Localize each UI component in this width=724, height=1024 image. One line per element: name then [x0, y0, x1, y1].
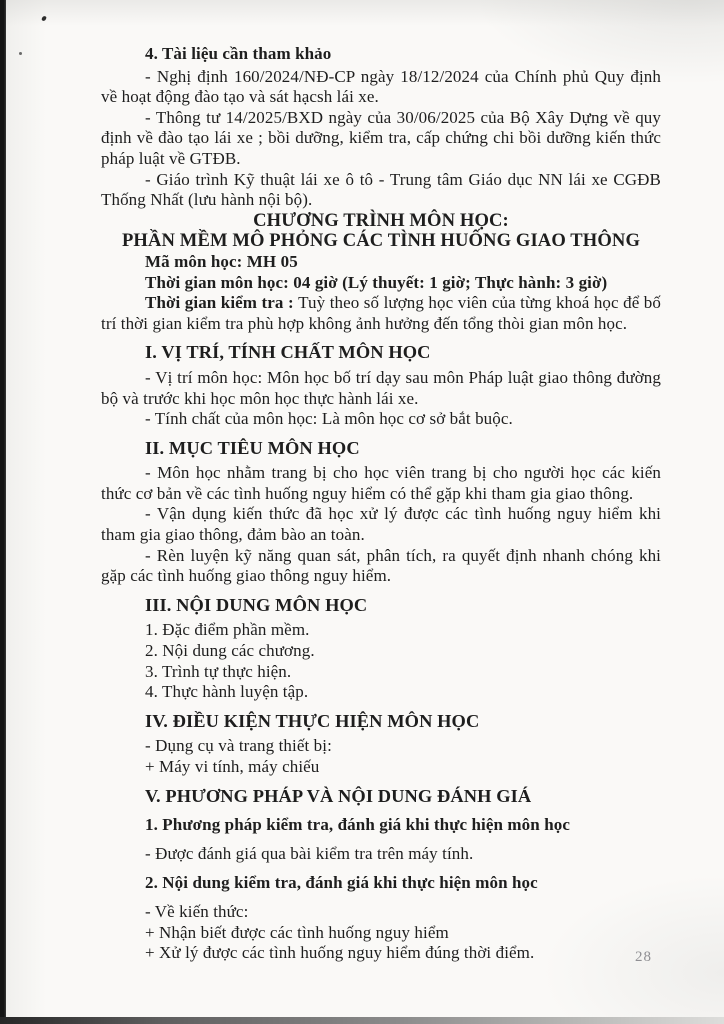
paragraph: [101, 409, 661, 430]
paragraph: [101, 504, 661, 545]
doc-title: [101, 231, 661, 252]
text-run: - Được đánh giá qua bài kiểm tra trên máy tính.: [145, 843, 474, 863]
page-content: [101, 44, 661, 964]
paragraph: [101, 293, 661, 334]
text-run: 1. Đặc điểm phần mềm.: [145, 620, 310, 640]
text-run: 2. Nội dung kiểm tra, đánh giá khi thực hiện môn học: [145, 873, 538, 893]
paragraph: [101, 170, 661, 211]
text-run: 4. Tài liệu cần tham khảo: [145, 44, 332, 63]
text-run: III. NỘI DUNG MÔN HỌC: [145, 594, 368, 615]
text-line: [145, 757, 661, 778]
text-line: [145, 682, 661, 703]
text-run: - Môn học nhằm trang bị cho học viên trang bị cho người học các kiến thức cơ bản về các tình huống nguy hiểm có thể gặp khi tham gia giao thông.: [101, 463, 661, 503]
text-run: CHƯƠNG TRÌNH MÔN HỌC:: [253, 209, 509, 231]
text-run: I. VỊ TRÍ, TÍNH CHẤT MÔN HỌC: [145, 342, 431, 363]
text-run: + Nhận biết được các tình huống nguy hiểm: [145, 922, 449, 942]
text-line: [145, 736, 661, 757]
text-line: [145, 662, 661, 683]
section-heading: [145, 438, 661, 459]
text-run: 2. Nội dung các chương.: [145, 641, 315, 661]
text-run: PHẦN MỀM MÔ PHỎNG CÁC TÌNH HUỐNG GIAO THÔNG: [121, 230, 641, 252]
paragraph: [101, 463, 661, 504]
scan-speck: [19, 52, 22, 55]
sub-heading: [145, 815, 661, 836]
scan-speck: [41, 15, 47, 21]
text-run: - Rèn luyện kỹ năng quan sát, phân tích, ra quyết định nhanh chóng khi gặp các tình huống giao thông nguy hiểm.: [101, 545, 661, 586]
section-heading: [145, 711, 661, 732]
text-run: - Tính chất của môn học: Là môn học cơ sở bắt buộc.: [145, 409, 513, 429]
text-run: + Máy vi tính, máy chiếu: [145, 757, 320, 776]
text-run: 3. Trình tự thực hiện.: [145, 661, 292, 681]
text-line: [145, 943, 661, 964]
text-run: V. PHƯƠNG PHÁP VÀ NỘI DUNG ĐÁNH GIÁ: [145, 785, 532, 806]
scan-edge-left: [0, 0, 6, 1024]
text-line: [145, 620, 661, 641]
text-line: [145, 252, 661, 273]
text-line: [145, 844, 661, 865]
section-heading: [145, 595, 661, 616]
paragraph: [101, 108, 661, 170]
text-run: Thời gian môn học: 04 giờ (Lý thuyết: 1 giờ; Thực hành: 3 giờ): [145, 272, 608, 292]
page-number: 28: [635, 949, 652, 965]
text-run: - Dụng cụ và trang thiết bị:: [145, 736, 332, 756]
text-run: - Giáo trình Kỹ thuật lái xe ô tô - Trung tâm Giáo dục NN lái xe CGĐB Thống Nhất (lưu hành nội bộ).: [101, 169, 661, 210]
paragraph: [101, 368, 661, 409]
section-heading: [145, 342, 661, 363]
text-line: [145, 923, 661, 944]
text-run: II. MỤC TIÊU MÔN HỌC: [145, 437, 360, 458]
text-line: [145, 641, 661, 662]
text-run: - Thông tư 14/2025/BXD ngày của 30/06/2025 của Bộ Xây Dựng về quy định về đào tạo lái xe ; bồi dưỡng, kiểm tra, cấp chứng chi bồi dưỡng kiến thức pháp luật về GTĐB.: [101, 107, 661, 168]
text-run: 4. Thực hành luyện tập.: [145, 682, 309, 702]
text-run: - Về kiến thức:: [145, 901, 249, 921]
section-heading: [145, 786, 661, 807]
text-run: IV. ĐIỀU KIỆN THỰC HIỆN MÔN HỌC: [145, 710, 480, 731]
text-run: Thời gian kiểm tra :: [145, 293, 299, 313]
text-run: - Nghị định 160/2024/NĐ-CP ngày 18/12/2024 của Chính phủ Quy định về hoạt động đào tạo và sát hạcsh lái xe.: [101, 66, 661, 107]
text-run: + Xử lý được các tình huống nguy hiểm đúng thời điểm.: [145, 943, 535, 963]
text-run: 1. Phương pháp kiểm tra, đánh giá khi thực hiện môn học: [145, 815, 570, 835]
text-run: Mã môn học: MH 05: [145, 251, 298, 271]
paragraph: [101, 67, 661, 108]
text-run: - Vị trí môn học: Môn học bố trí dạy sau môn Pháp luật giao thông đường bộ và trước khi học môn học thực hành lái xe.: [101, 367, 661, 408]
text-line: [145, 273, 661, 294]
scan-edge-bottom: [0, 1017, 724, 1024]
section-heading: [145, 44, 661, 65]
text-line: [145, 902, 661, 923]
text-run: - Vận dụng kiến thức đã học xử lý được các tình huống nguy hiểm khi tham gia giao thông, đảm bào an toàn.: [101, 504, 661, 545]
doc-title: [101, 211, 661, 232]
text-run: Tuỳ theo số lượng học viên của từng khoá học để bố trí thời gian kiểm tra phù hợp không ảnh hưởng đến tổng thòi gian môn học.: [101, 293, 661, 333]
sub-heading: [145, 873, 661, 894]
paragraph: [101, 546, 661, 587]
